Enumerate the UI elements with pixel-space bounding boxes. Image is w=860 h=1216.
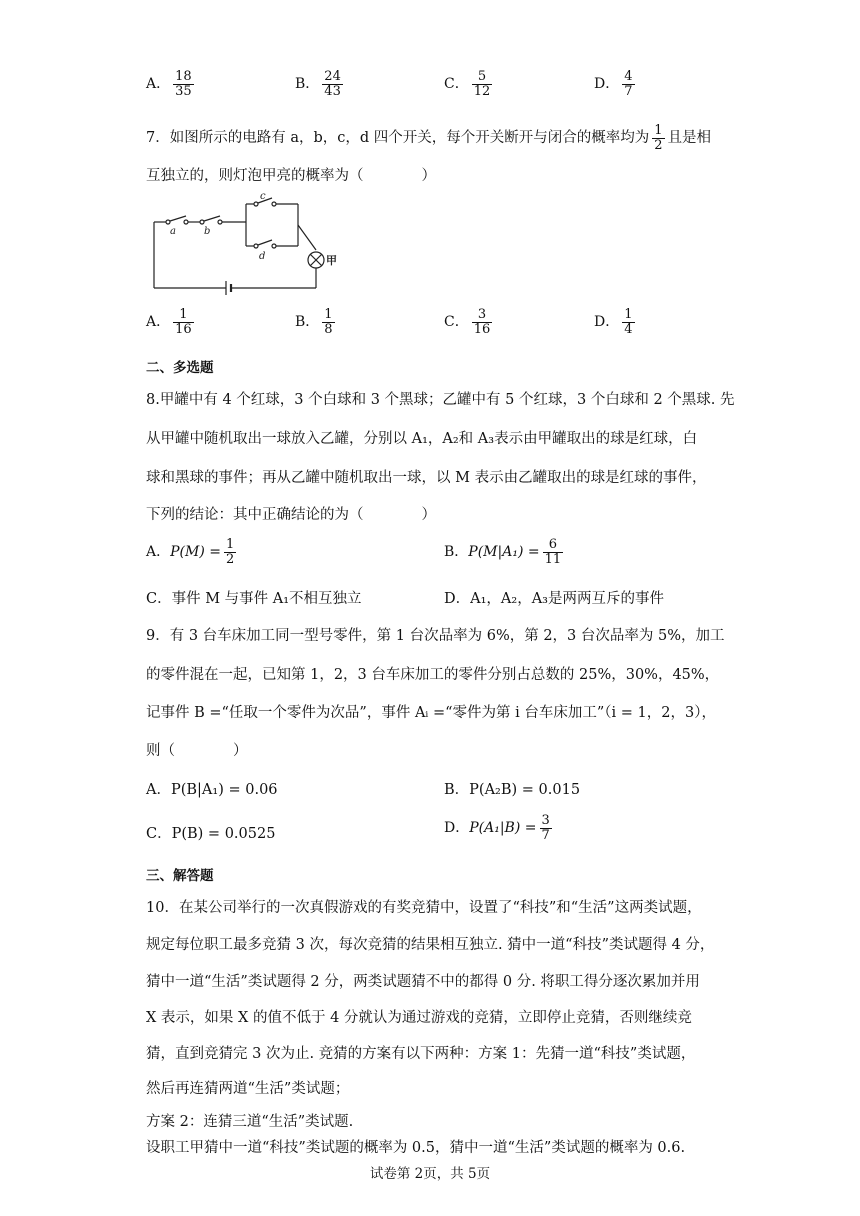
q6-option-b xyxy=(295,70,346,98)
option-label: D． xyxy=(444,820,470,837)
option-label: D． xyxy=(594,76,620,93)
switch-a-label: a xyxy=(170,226,176,237)
denominator: 11 xyxy=(544,551,562,567)
q7-text-a: 7．如图所示的电路有 a，b，c，d 四个开关，每个开关断开与闭合的概率均为 xyxy=(146,130,650,147)
q7-option-b xyxy=(295,308,338,336)
denominator: 2 xyxy=(225,551,235,567)
denominator: 43 xyxy=(324,83,341,99)
q6-option-d xyxy=(594,70,638,98)
q9-option-a: A．P(B|A₁) = 0.06 xyxy=(146,782,278,798)
q10-line-2: 规定每位职工最多竞猜 3 次，每次竞猜的结果相互独立. 猜中一道“科技”类试题得 4 分， xyxy=(146,937,715,953)
q10-line-7: 方案 2：连猜三道“生活”类试题. xyxy=(146,1114,354,1130)
q7-text-b: 且是相 xyxy=(667,130,712,147)
option-label: A． xyxy=(146,314,171,331)
numerator: 24 xyxy=(324,69,341,84)
q9-line-2: 的零件混在一起，已知第 1，2，3 台车床加工的零件分别占总数的 25%，30%，45%， xyxy=(146,667,720,683)
q8-option-d: D．A₁，A₂，A₃是两两互斥的事件 xyxy=(444,591,664,607)
denominator: 35 xyxy=(175,83,192,99)
page-footer: 试卷第 2页，共 5页 xyxy=(369,1166,491,1182)
q10-line-3: 猜中一道“生活”类试题得 2 分，两类试题猜不中的都得 0 分. 将职工得分逐次累加并用 xyxy=(146,974,700,990)
option-label: C． xyxy=(444,314,469,331)
option-label: B． xyxy=(295,314,320,331)
numerator: 1 xyxy=(225,537,235,552)
fraction xyxy=(322,70,343,98)
section-heading-answer: 三、解答题 xyxy=(146,868,214,884)
fraction xyxy=(540,814,552,842)
denominator: 7 xyxy=(541,827,550,843)
numerator: 6 xyxy=(543,538,564,553)
numerator: 1 xyxy=(173,308,194,323)
numerator: 3 xyxy=(472,308,493,323)
q10-line-1: 10．在某公司举行的一次真假游戏的有奖竞猜中，设置了“科技”和“生活”这两类试题， xyxy=(146,900,702,916)
fraction xyxy=(472,70,493,98)
switch-b-label: b xyxy=(204,226,211,237)
numerator: 1 xyxy=(654,123,663,138)
fraction xyxy=(224,538,236,566)
denominator: 16 xyxy=(175,321,192,337)
option-label: C． xyxy=(444,76,469,93)
option-expr: P(A₁|B) = xyxy=(469,820,537,837)
q8-line-2: 从甲罐中随机取出一球放入乙罐，分别以 A₁，A₂和 A₃表示由甲罐取出的球是红球，白 xyxy=(146,431,698,447)
q9-option-b: B．P(A₂B) = 0.015 xyxy=(444,782,581,798)
q9-option-d xyxy=(444,814,555,842)
option-expr: P(M) = xyxy=(170,544,221,561)
fraction xyxy=(173,308,194,336)
q8-line-3: 球和黑球的事件；再从乙罐中随机取出一球，以 M 表示由乙罐取出的球是红球的事件， xyxy=(146,470,707,486)
q7-option-a xyxy=(146,308,197,336)
numerator: 1 xyxy=(624,307,633,322)
q9-option-c: C．P(B) = 0.0525 xyxy=(146,826,276,842)
fraction xyxy=(173,70,194,98)
q8-option-c: C．事件 M 与事件 A₁不相互独立 xyxy=(146,591,362,607)
fraction xyxy=(322,308,334,336)
fraction xyxy=(543,538,564,566)
q9-line-4: 则（ ） xyxy=(146,743,248,759)
option-label: B． xyxy=(295,76,320,93)
q8-option-a xyxy=(146,538,239,566)
option-label: D． xyxy=(594,314,620,331)
denominator: 12 xyxy=(473,83,491,99)
q9-line-1: 9．有 3 台车床加工同一型号零件，第 1 台次品率为 6%，第 2，3 台次品率为 5%，加工 xyxy=(146,628,725,644)
fraction xyxy=(622,70,634,98)
option-label: B． xyxy=(444,544,469,561)
q7-line-1 xyxy=(146,124,711,152)
q10-line-6: 然后再连猜两道“生活”类试题； xyxy=(146,1081,350,1097)
q7-option-c xyxy=(444,308,495,336)
numerator: 5 xyxy=(472,70,493,85)
section-heading-multi-choice: 二、多选题 xyxy=(146,360,214,376)
q8-option-b xyxy=(444,538,566,566)
q8-line-4: 下列的结论：其中正确结论的为（ ） xyxy=(146,507,436,523)
denominator: 8 xyxy=(324,321,333,337)
switch-c-label: c xyxy=(260,192,266,202)
switch-d-label: d xyxy=(259,251,266,262)
q10-line-4: X 表示，如果 X 的值不低于 4 分就认为通过游戏的竞猜，立即停止竞猜，否则继续竞 xyxy=(146,1010,692,1026)
q10-line-5: 猜，直到竞猜完 3 次为止. 竞猜的方案有以下两种：方案 1：先猜一道“科技”类试题， xyxy=(146,1046,696,1062)
option-label: A． xyxy=(146,544,171,561)
q6-option-c xyxy=(444,70,495,98)
circuit-diagram xyxy=(148,192,348,296)
q10-line-8: 设职工甲猜中一道“科技”类试题的概率为 0.5，猜中一道“生活”类试题的概率为 0.6. xyxy=(146,1140,686,1156)
denominator: 16 xyxy=(473,321,491,337)
q8-line-1: 8.甲罐中有 4 个红球，3 个白球和 3 个黑球；乙罐中有 5 个红球，3 个白球和 2 个黑球. 先 xyxy=(146,392,735,408)
q7-option-d xyxy=(594,308,638,336)
numerator: 3 xyxy=(541,813,550,828)
numerator: 18 xyxy=(175,69,192,84)
fraction xyxy=(472,308,493,336)
numerator: 1 xyxy=(324,307,333,322)
q6-option-a xyxy=(146,70,197,98)
denominator: 4 xyxy=(624,321,633,337)
fraction-half xyxy=(652,124,664,152)
q9-line-3: 记事件 B =“任取一个零件为次品”，事件 Aᵢ =“零件为第 i 台车床加工”（i = 1，2，3）， xyxy=(146,705,716,721)
numerator: 4 xyxy=(624,69,633,84)
lamp-label: 甲 xyxy=(326,254,337,267)
fraction xyxy=(622,308,634,336)
q7-line-2: 互独立的，则灯泡甲亮的概率为（ ） xyxy=(146,168,436,184)
denominator: 7 xyxy=(624,83,633,99)
option-label: A． xyxy=(146,76,171,93)
option-expr: P(M|A₁) = xyxy=(468,544,540,561)
denominator: 2 xyxy=(654,137,663,153)
